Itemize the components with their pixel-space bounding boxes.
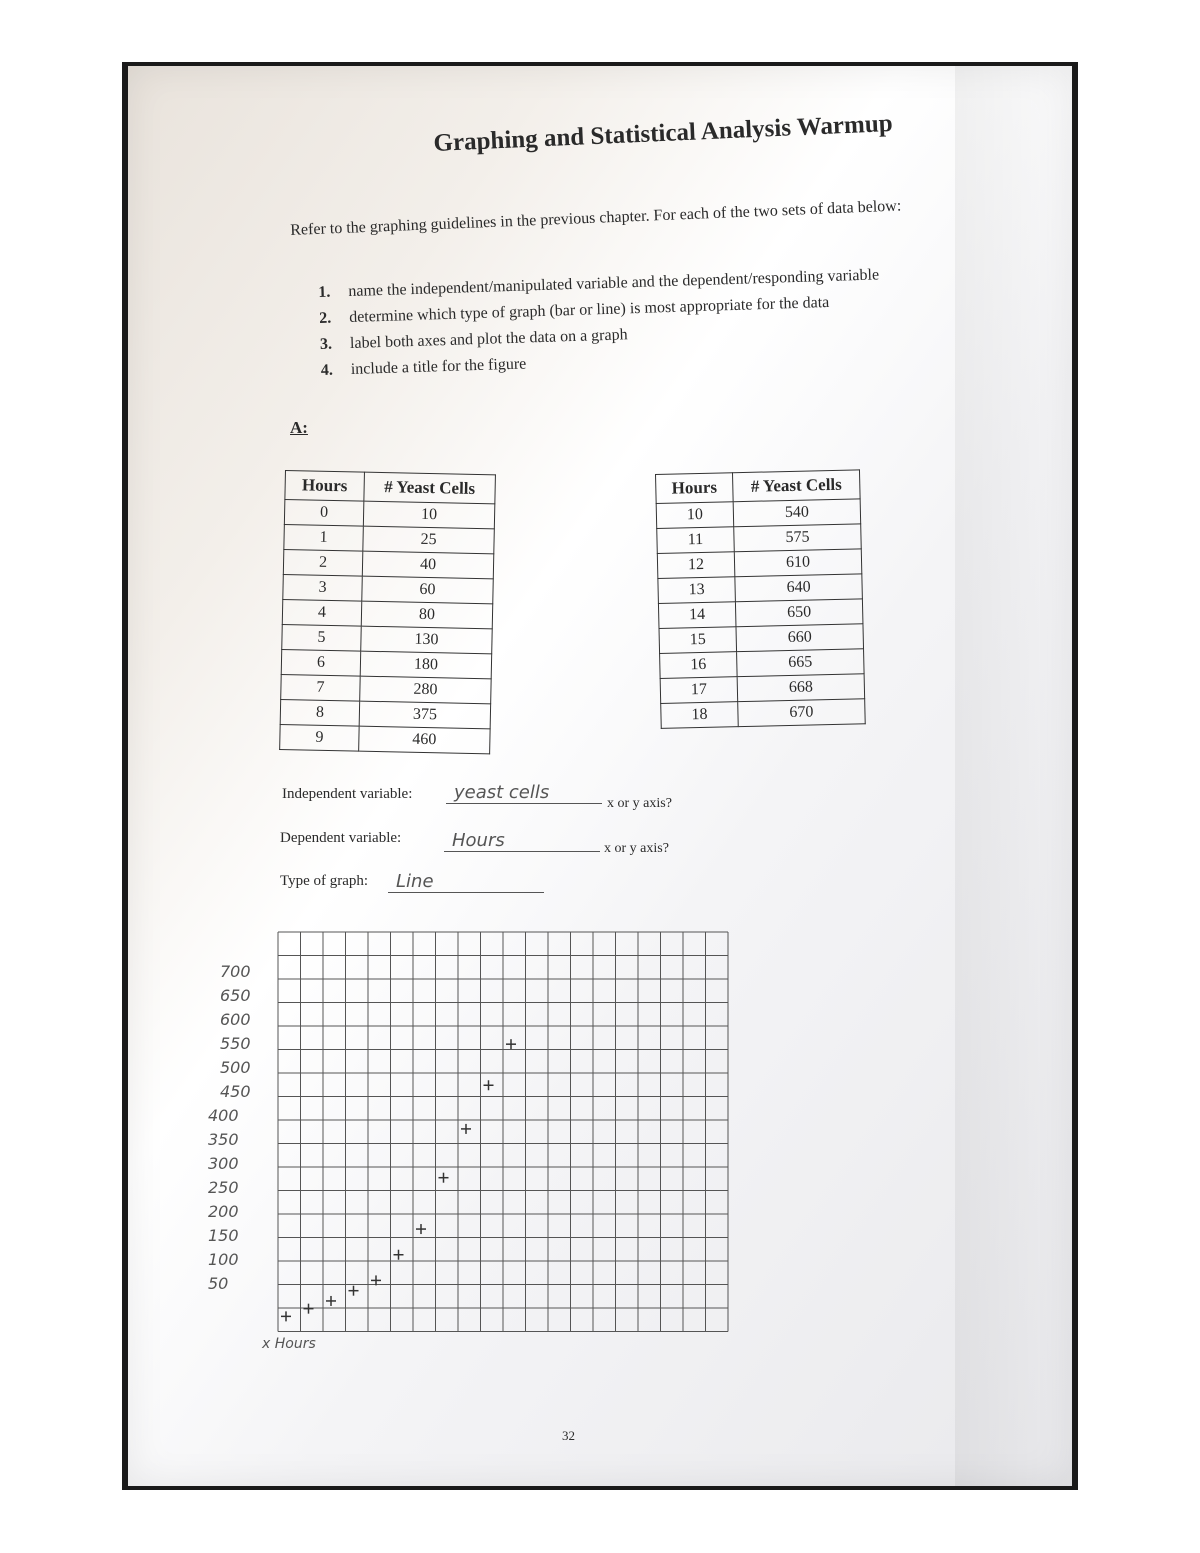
page-number: 32 <box>562 1428 575 1443</box>
page-edge-shadow <box>955 66 1072 1486</box>
cell-yeast-cells: 460 <box>359 726 490 754</box>
cell-yeast-cells: 670 <box>738 699 866 727</box>
section-label: A: <box>290 418 308 437</box>
cell-hours: 16 <box>660 652 738 679</box>
y-axis-tick-label: 100 <box>208 1250 239 1269</box>
cell-yeast-cells: 640 <box>735 574 863 602</box>
cell-yeast-cells: 40 <box>362 551 493 579</box>
plotted-point <box>416 1224 426 1234</box>
y-axis-tick-label: 150 <box>208 1226 239 1245</box>
cell-hours: 6 <box>281 649 361 676</box>
cell-yeast-cells: 280 <box>360 676 491 704</box>
cell-yeast-cells: 665 <box>737 649 865 677</box>
independent-variable-label: Independent variable: <box>282 786 413 802</box>
y-axis-tick-label: 300 <box>208 1154 239 1173</box>
plotted-point <box>506 1039 516 1049</box>
y-axis-tick-label: 700 <box>220 962 251 981</box>
graph-type-label: Type of graph: <box>280 873 369 889</box>
y-axis-tick-label: 50 <box>208 1274 229 1293</box>
plotted-point <box>484 1080 494 1090</box>
dependent-variable-answer[interactable]: Hours <box>444 830 600 852</box>
column-header-hours: Hours <box>656 473 734 504</box>
table-row <box>661 699 866 729</box>
cell-yeast-cells: 375 <box>359 701 490 729</box>
page-title: Graphing and Statistical Analysis Warmup <box>433 109 894 157</box>
cell-yeast-cells: 25 <box>363 526 494 554</box>
dependent-variable-label: Dependent variable: <box>280 830 402 846</box>
cell-yeast-cells: 575 <box>734 524 862 552</box>
plotted-point <box>371 1275 381 1285</box>
column-header-yeast-cells: # Yeast Cells <box>732 470 860 502</box>
dependent-axis-question: x or y axis? <box>604 841 669 856</box>
column-header-hours: Hours <box>285 471 365 502</box>
cell-hours: 7 <box>281 674 361 701</box>
y-axis-tick-label: 600 <box>220 1010 251 1029</box>
yeast-table-hours-10-18 <box>655 469 866 729</box>
cell-hours: 5 <box>282 624 362 651</box>
graph-type-answer[interactable]: Line <box>388 871 544 893</box>
cell-hours: 11 <box>657 527 735 554</box>
instructions-intro: Refer to the graphing guidelines in the previous chapter. For each of the two sets of data below: <box>290 197 902 239</box>
table-row <box>280 724 490 753</box>
independent-variable-answer[interactable]: yeast cells <box>446 782 602 804</box>
step-item: 3. label both axes and plot the data on a graph <box>319 326 628 353</box>
cell-hours: 8 <box>280 699 360 726</box>
y-axis-tick-label: 450 <box>220 1082 251 1101</box>
cell-hours: 17 <box>660 677 738 704</box>
cell-hours: 13 <box>658 577 736 604</box>
step-item: 1. name the independent/manipulated variable and the dependent/responding variable <box>318 266 880 301</box>
plotted-point <box>439 1173 449 1183</box>
cell-hours: 10 <box>656 502 734 529</box>
plotted-point <box>461 1124 471 1134</box>
column-header-yeast-cells: # Yeast Cells <box>364 472 496 504</box>
yeast-table-hours-0-9 <box>279 470 496 754</box>
cell-hours: 15 <box>659 627 737 654</box>
cell-yeast-cells: 540 <box>733 499 861 527</box>
cell-hours: 0 <box>284 500 364 527</box>
cell-hours: 2 <box>283 549 363 576</box>
cell-hours: 12 <box>657 552 735 579</box>
y-axis-tick-label: 400 <box>208 1106 239 1125</box>
y-axis-tick-label: 250 <box>208 1178 239 1197</box>
cell-yeast-cells: 660 <box>736 624 864 652</box>
y-axis-tick-label: 650 <box>220 986 251 1005</box>
plotted-point <box>349 1286 359 1296</box>
cell-yeast-cells: 668 <box>737 674 865 702</box>
cell-hours: 3 <box>283 574 363 601</box>
cell-hours: 4 <box>282 599 362 626</box>
handwritten-x-axis-note: x Hours <box>262 1336 316 1352</box>
cell-yeast-cells: 80 <box>361 601 492 629</box>
cell-hours: 1 <box>284 524 364 551</box>
cell-yeast-cells: 180 <box>360 651 491 679</box>
cell-yeast-cells: 610 <box>734 549 862 577</box>
cell-hours: 18 <box>661 702 739 729</box>
y-axis-tick-label: 350 <box>208 1130 239 1149</box>
cell-yeast-cells: 650 <box>735 599 863 627</box>
step-item: 4. include a title for the figure <box>320 355 527 379</box>
graph-paper <box>250 920 750 1350</box>
y-axis-tick-label: 500 <box>220 1058 251 1077</box>
cell-yeast-cells: 10 <box>363 501 494 529</box>
plotted-point <box>326 1296 336 1306</box>
cell-hours: 9 <box>280 724 360 751</box>
independent-axis-question: x or y axis? <box>607 796 672 811</box>
plotted-point <box>304 1304 314 1314</box>
plotted-point <box>281 1311 291 1321</box>
cell-hours: 14 <box>658 602 736 629</box>
instruction-steps <box>318 262 882 384</box>
step-item: 2. determine which type of graph (bar or line) is most appropriate for the data <box>318 293 830 327</box>
cell-yeast-cells: 130 <box>361 626 492 654</box>
plotted-point <box>394 1250 404 1260</box>
cell-yeast-cells: 60 <box>362 576 493 604</box>
y-axis-tick-label: 200 <box>208 1202 239 1221</box>
y-axis-tick-label: 550 <box>220 1034 251 1053</box>
